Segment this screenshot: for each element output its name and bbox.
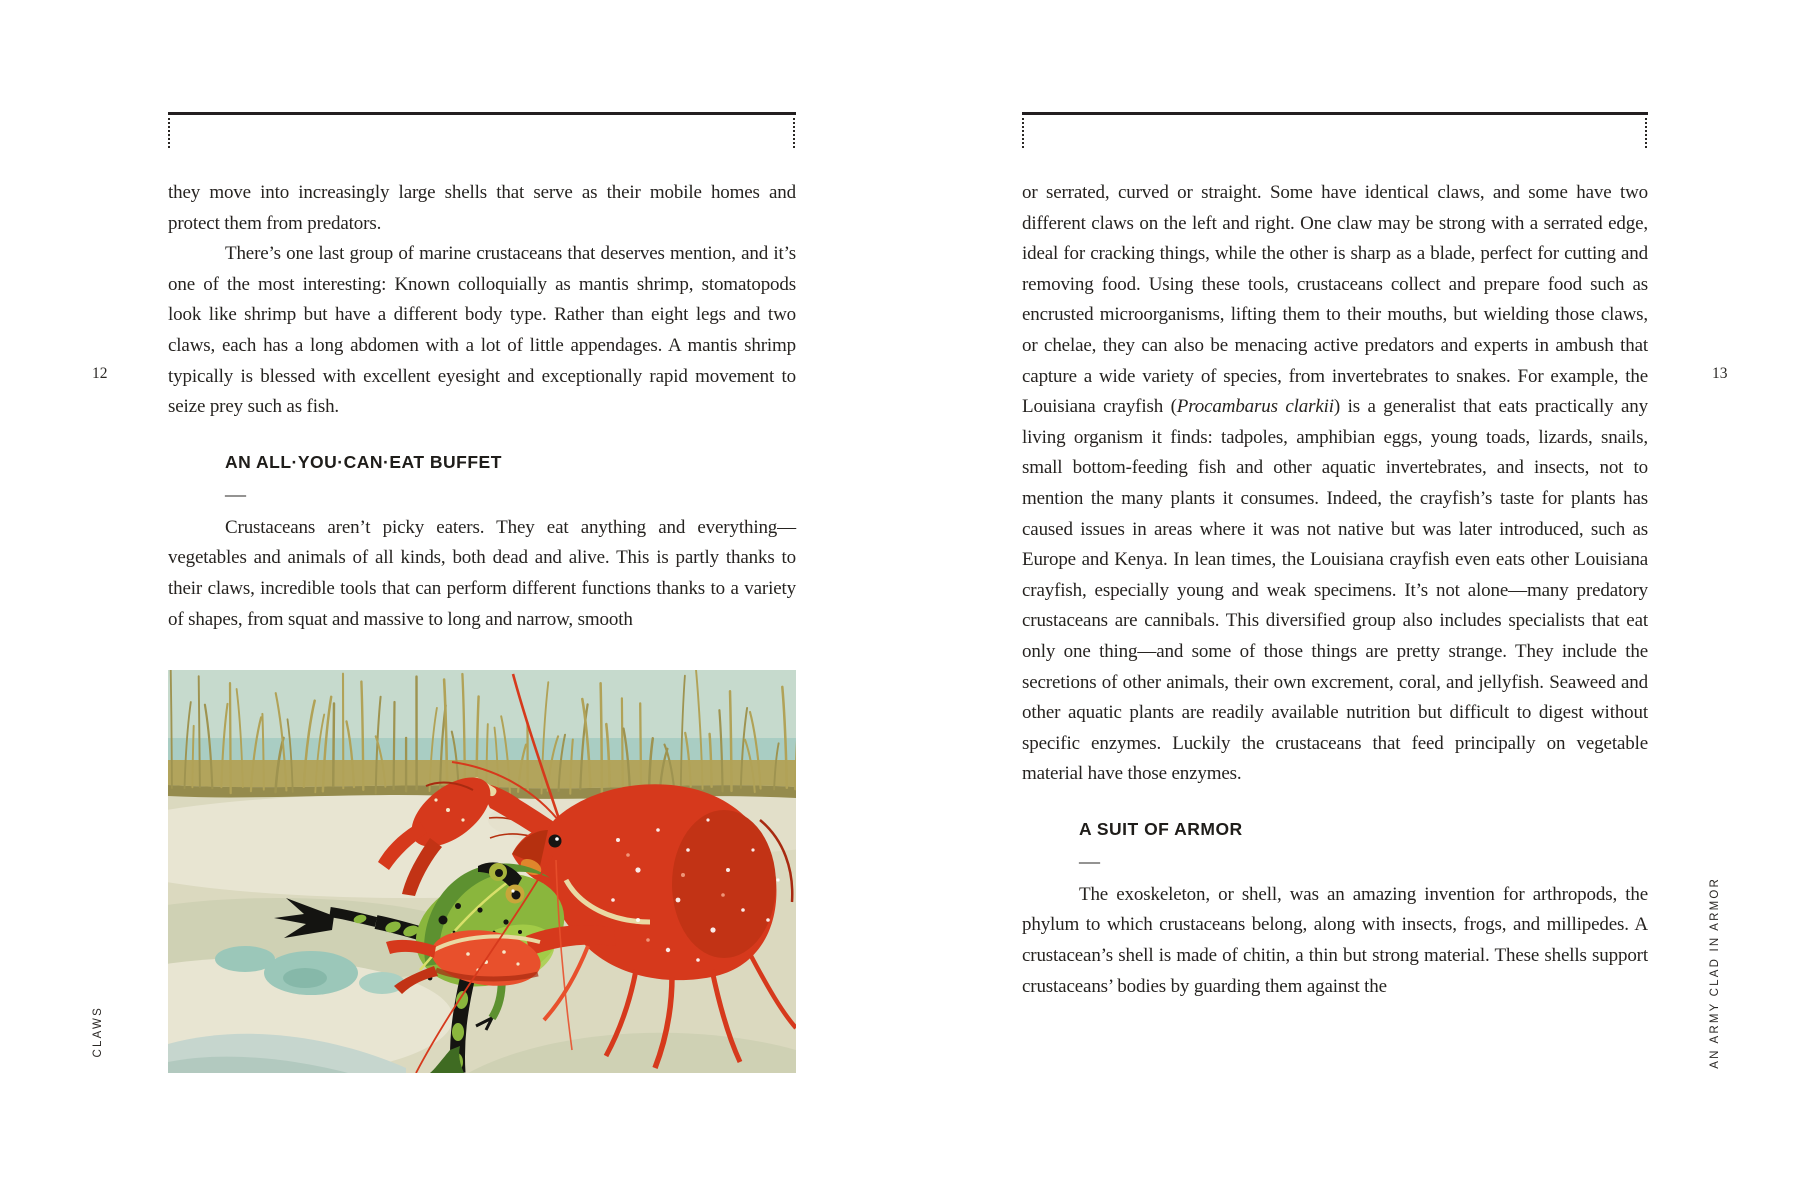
margin-label-right: AN ARMY CLAD IN ARMOR [1709, 877, 1721, 1069]
paragraph [1022, 178, 1648, 790]
text-column-left [168, 178, 796, 635]
registration-tick [168, 118, 170, 148]
top-rule-left [168, 112, 796, 115]
margin-label-left: CLAWS [92, 1006, 104, 1058]
heading-dash: — [1079, 848, 1100, 873]
species-name-italic: Procambarus clarkii [1176, 396, 1334, 418]
text-segment: The exoskeleton, or shell, was an amazing invention for arthropods, the phylum to which crustaceans belong, along with insects, frogs, and millipedes. A crustacean’s shell is made of chitin, a thin but strong material. These shells support crustaceans’ bodies by guarding them against the [1022, 883, 1648, 997]
registration-tick [1022, 118, 1024, 148]
paragraph [168, 178, 796, 239]
text-segment: ) is a generalist that eats practically any living organism it finds: tadpoles, amphibian eggs, young toads, lizards, snails, small bottom-feeding fish and other aquatic invertebrates, and insects, not to mention the many plants it consumes. Indeed, the crayfish’s taste for plants has caused issues in areas where it was not native but was later introduced, such as Europe and Kenya. In lean times, the Louisiana crayfish even eats other Louisiana crayfish, especially young and weak specimens. It’s not alone—many predatory crustaceans are cannibals. This diversified group also includes specialists that eat only one thing—and some of those things are pretty strange. They include the secretions of other animals, their own excrement, coral, and jellyfish. Seaweed and other aquatic plants are readily available nutrition but difficult to digest without specific enzymes. Luckily the crustaceans that feed principally on vegetable material have those enzymes. [1022, 396, 1649, 785]
text-segment: or serrated, curved or straight. Some have identical claws, and some have two different claws on the left and right. One claw may be strong with a serrated edge, ideal for cracking things, while the other is sharp as a blade, perfect for cutting and removing food. Using these tools, crustaceans collect and prepare food such as encrusted microorganisms, lifting them to their mouths, but wielding those claws, or chelae, they can also be menacing active predators and experts in ambush that capture a wide variety of species, from invertebrates to snakes. For example, the Louisiana crayfish ( [1022, 182, 1648, 418]
section-heading: AN ALL·YOU·CAN·EAT BUFFET [225, 451, 502, 472]
registration-tick [793, 118, 795, 148]
text-segment: they move into increasingly large shells that serve as their mobile homes and protect them from predators. [168, 182, 796, 234]
paragraph [168, 239, 796, 423]
paragraph [168, 513, 796, 635]
text-column-right [1022, 178, 1648, 1002]
page-number-right: 13 [1712, 365, 1728, 382]
paragraph [1022, 880, 1648, 1002]
text-segment: There’s one last group of marine crustaceans that deserves mention, and it’s one of the most interesting: Known colloquially as mantis shrimp, stomatopods look like shrimp but have a different body type. Rather than eight legs and two claws, each has a long abdomen with a lot of little appendages. A mantis shrimp typically is blessed with excellent eyesight and exceptionally rapid movement to seize prey such as fish. [168, 243, 796, 418]
section-heading: A SUIT OF ARMOR [1079, 818, 1243, 839]
crayfish-frog-illustration [168, 670, 796, 1073]
page-number-left: 12 [92, 365, 108, 382]
heading-dash: — [225, 481, 246, 506]
registration-tick [1645, 118, 1647, 148]
text-segment: Crustaceans aren’t picky eaters. They eat anything and everything—vegetables and animals of all kinds, both dead and alive. This is partly thanks to their claws, incredible tools that can perform different functions thanks to a variety of shapes, from squat and massive to long and narrow, smooth [168, 516, 796, 630]
top-rule-right [1022, 112, 1648, 115]
